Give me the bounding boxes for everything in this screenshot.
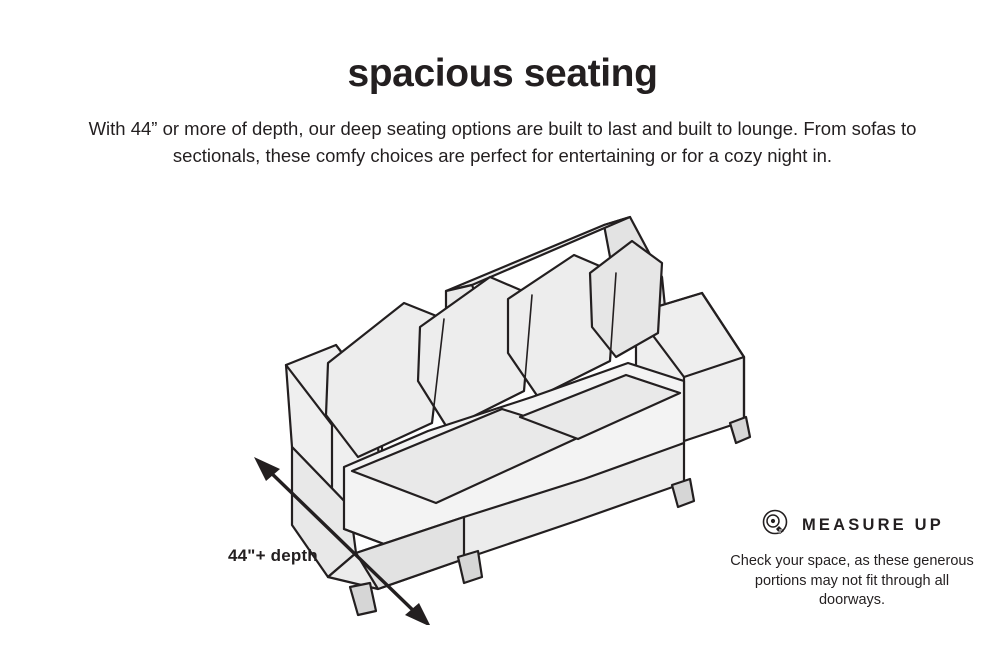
page-description: With 44” or more of depth, our deep seating options are built to last and built to lounge. From sofas to sectionals, these comfy choices are perfect for entertaining or for a cozy night in. xyxy=(88,118,917,166)
measure-up-header xyxy=(721,508,983,543)
measure-up-body: Check your space, as these generous portions may not fit through all doorways. xyxy=(730,553,974,608)
depth-label: 44"+ depth xyxy=(228,546,318,565)
measure-up-title: MEASURE UP xyxy=(801,516,944,534)
measure-up-callout xyxy=(721,508,983,611)
tape-measure-icon xyxy=(760,508,790,543)
page-title: spacious seating xyxy=(347,52,658,95)
